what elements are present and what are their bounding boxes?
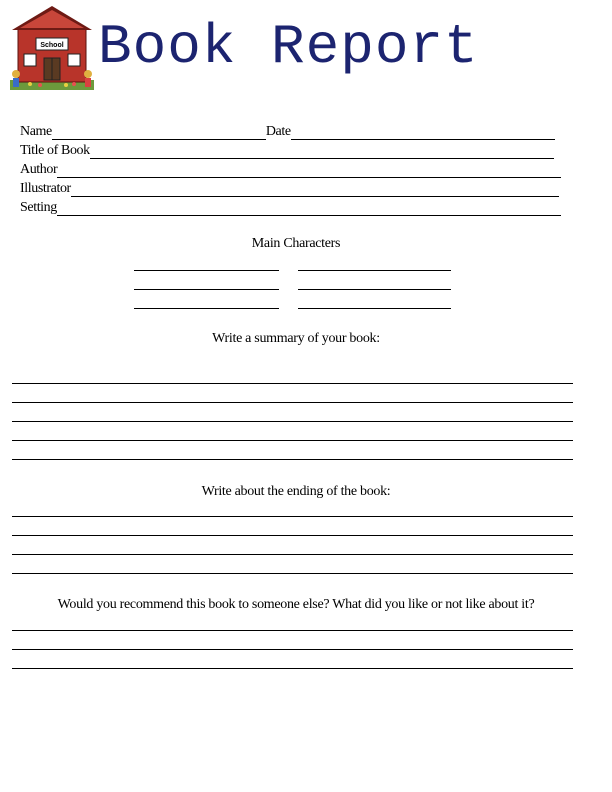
title-of-book-line[interactable] (90, 144, 554, 159)
title-of-book-field[interactable] (20, 141, 554, 159)
school-house-logo (10, 4, 94, 90)
character-line[interactable] (134, 270, 279, 271)
ending-writing-line[interactable] (12, 554, 573, 555)
name-line[interactable] (52, 125, 266, 140)
character-line[interactable] (298, 289, 451, 290)
summary-writing-line[interactable] (12, 459, 573, 460)
author-label: Author (20, 162, 58, 177)
illustrator-label: Illustrator (20, 181, 71, 196)
recommend-writing-line[interactable] (12, 668, 573, 669)
illustrator-field[interactable] (20, 179, 559, 197)
character-line[interactable] (298, 308, 451, 309)
setting-label: Setting (20, 200, 57, 215)
page-title: Book Report (98, 15, 479, 79)
summary-writing-line[interactable] (12, 383, 573, 384)
character-line[interactable] (298, 270, 451, 271)
summary-prompt: Write a summary of your book: (212, 331, 380, 346)
setting-line[interactable] (57, 201, 561, 216)
illustrator-line[interactable] (71, 182, 559, 197)
ending-writing-line[interactable] (12, 516, 573, 517)
summary-writing-line[interactable] (12, 421, 573, 422)
recommend-prompt: Would you recommend this book to someone else? What did you like or not like about it? (57, 597, 535, 612)
date-label: Date (265, 124, 291, 139)
date-line[interactable] (291, 125, 555, 140)
recommend-writing-line[interactable] (12, 630, 573, 631)
name-label: Name (20, 124, 52, 139)
logo-sign-text: School (40, 42, 64, 49)
ending-writing-line[interactable] (12, 535, 573, 536)
summary-writing-line[interactable] (12, 440, 573, 441)
recommend-writing-line[interactable] (12, 649, 573, 650)
name-field[interactable] (20, 122, 555, 140)
author-field[interactable] (20, 160, 561, 178)
title-of-book-label: Title of Book (20, 143, 90, 158)
main-characters-heading: Main Characters (251, 236, 341, 251)
character-line[interactable] (134, 289, 279, 290)
character-line[interactable] (134, 308, 279, 309)
ending-prompt: Write about the ending of the book: (201, 484, 391, 499)
setting-field[interactable] (20, 198, 561, 216)
ending-writing-line[interactable] (12, 573, 573, 574)
author-line[interactable] (57, 163, 561, 178)
summary-writing-line[interactable] (12, 402, 573, 403)
